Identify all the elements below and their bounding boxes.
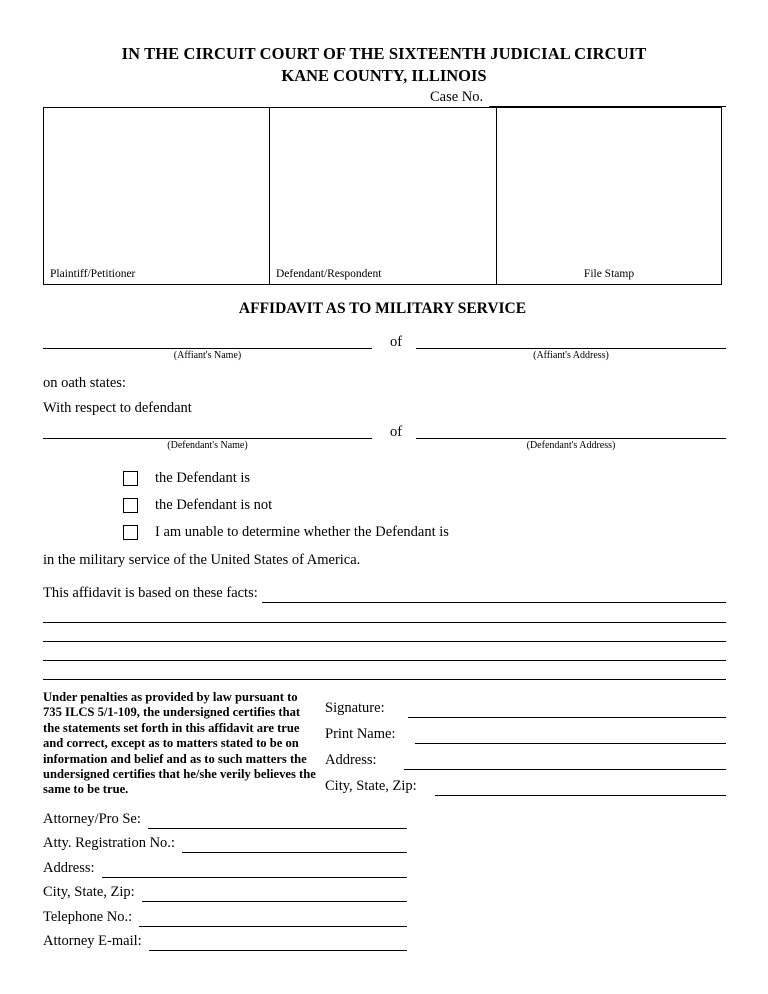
caption-cell-plaintiff[interactable]: [44, 108, 270, 284]
affiant-of-label: of: [389, 334, 403, 350]
attorney-registration-input-line[interactable]: [182, 837, 407, 853]
print-name-label: Print Name:: [325, 726, 396, 742]
attorney-address-row: [43, 853, 407, 878]
checkbox-row-defendant-is[interactable]: [123, 470, 250, 487]
defendant-name-caption: (Defendant's Name): [167, 440, 248, 451]
attorney-pro-se-row: [43, 804, 407, 829]
checkbox-unable-to-determine[interactable]: [123, 525, 138, 540]
on-oath-states-text: on oath states:: [43, 375, 126, 391]
court-title-line-2: KANE COUNTY, ILLINOIS: [281, 66, 487, 85]
with-respect-to-defendant-text: With respect to defendant: [43, 400, 192, 416]
signer-address-row: [325, 744, 726, 770]
attorney-registration-label: Atty. Registration No.:: [43, 835, 175, 851]
attorney-telephone-input-line[interactable]: [139, 911, 407, 927]
checkbox-row-unable-to-determine[interactable]: [123, 524, 449, 541]
affiant-row: [43, 334, 726, 364]
attorney-pro-se-label: Attorney/Pro Se:: [43, 810, 141, 827]
attorney-city-state-zip-row: [43, 878, 407, 903]
signature-label: Signature:: [325, 700, 385, 716]
signer-city-state-zip-label: City, State, Zip:: [325, 778, 417, 794]
court-title-line-1: IN THE CIRCUIT COURT OF THE SIXTEENTH JUDICIAL CIRCUIT: [121, 44, 647, 63]
signer-address-input-line[interactable]: [404, 753, 726, 770]
file-stamp-label: File Stamp: [583, 268, 635, 280]
attorney-registration-row: [43, 829, 407, 854]
checkbox-label-defendant-is: the Defendant is: [155, 470, 251, 486]
caption-cell-file-stamp[interactable]: [497, 108, 721, 284]
attorney-block: [43, 804, 407, 951]
attorney-email-input-line[interactable]: [149, 935, 407, 951]
attorney-email-label: Attorney E-mail:: [43, 933, 142, 949]
plaintiff-label: Plaintiff/Petitioner: [50, 268, 136, 280]
defendant-address-caption: (Defendant's Address): [526, 440, 616, 451]
facts-row: [43, 585, 726, 603]
facts-input-line-3[interactable]: [43, 641, 726, 642]
checkbox-label-defendant-is-not: the Defendant is not: [155, 497, 273, 513]
caption-box: [43, 107, 722, 285]
attorney-email-row: [43, 927, 407, 952]
checkbox-defendant-is[interactable]: [123, 471, 138, 486]
attorney-city-state-zip-input-line[interactable]: [142, 886, 407, 902]
checkbox-label-unable-to-determine: I am unable to determine whether the Defendant is: [155, 524, 449, 540]
facts-input-line-4[interactable]: [43, 660, 726, 661]
defendant-name-input-line[interactable]: [43, 438, 372, 439]
page-title: AFFIDAVIT AS TO MILITARY SERVICE: [238, 300, 527, 317]
attorney-telephone-label: Telephone No.:: [43, 908, 133, 925]
signer-city-state-zip-input-line[interactable]: [435, 779, 726, 796]
affiant-address-input-line[interactable]: [416, 348, 726, 349]
defendant-address-input-line[interactable]: [416, 438, 726, 439]
military-service-text: in the military service of the United States of America.: [43, 552, 361, 568]
affiant-name-input-line[interactable]: [43, 348, 372, 349]
signer-address-label: Address:: [325, 752, 377, 768]
attorney-city-state-zip-label: City, State, Zip:: [43, 884, 135, 900]
affiant-name-caption: (Affiant's Name): [173, 350, 242, 361]
signature-row: [325, 692, 726, 718]
print-name-input-line[interactable]: [415, 727, 726, 744]
signature-input-line[interactable]: [408, 701, 726, 718]
signature-block: [325, 692, 726, 796]
case-number-input-line[interactable]: [489, 92, 726, 107]
defendant-label: Defendant/Respondent: [276, 268, 382, 280]
attorney-address-input-line[interactable]: [102, 862, 407, 878]
signer-city-state-zip-row: [325, 770, 726, 796]
facts-input-line-1[interactable]: [262, 587, 726, 603]
affiant-address-caption: (Affiant's Address): [533, 350, 609, 361]
checkbox-row-defendant-is-not[interactable]: [123, 497, 272, 514]
checkbox-defendant-is-not[interactable]: [123, 498, 138, 513]
defendant-of-label: of: [389, 424, 403, 440]
defendant-row: [43, 424, 726, 454]
case-number-label: Case No.: [430, 89, 484, 105]
facts-input-line-2[interactable]: [43, 622, 726, 623]
attorney-pro-se-input-line[interactable]: [148, 813, 407, 829]
attorney-telephone-row: [43, 902, 407, 927]
caption-cell-defendant[interactable]: [270, 108, 497, 284]
print-name-row: [325, 718, 726, 744]
case-number-row: [430, 89, 726, 107]
penalties-certification-text: Under penalties as provided by law pursuant to 735 ILCS 5/1-109, the undersigned certifies that the statements set forth in this affidavit are true and correct, except as to matters stated to be on information and belief and as to such matters the undersigned certifies that he/she verily believes the same to be true.: [43, 690, 316, 797]
facts-input-line-5[interactable]: [43, 679, 726, 680]
facts-label: This affidavit is based on these facts:: [43, 585, 258, 601]
attorney-address-label: Address:: [43, 859, 95, 876]
